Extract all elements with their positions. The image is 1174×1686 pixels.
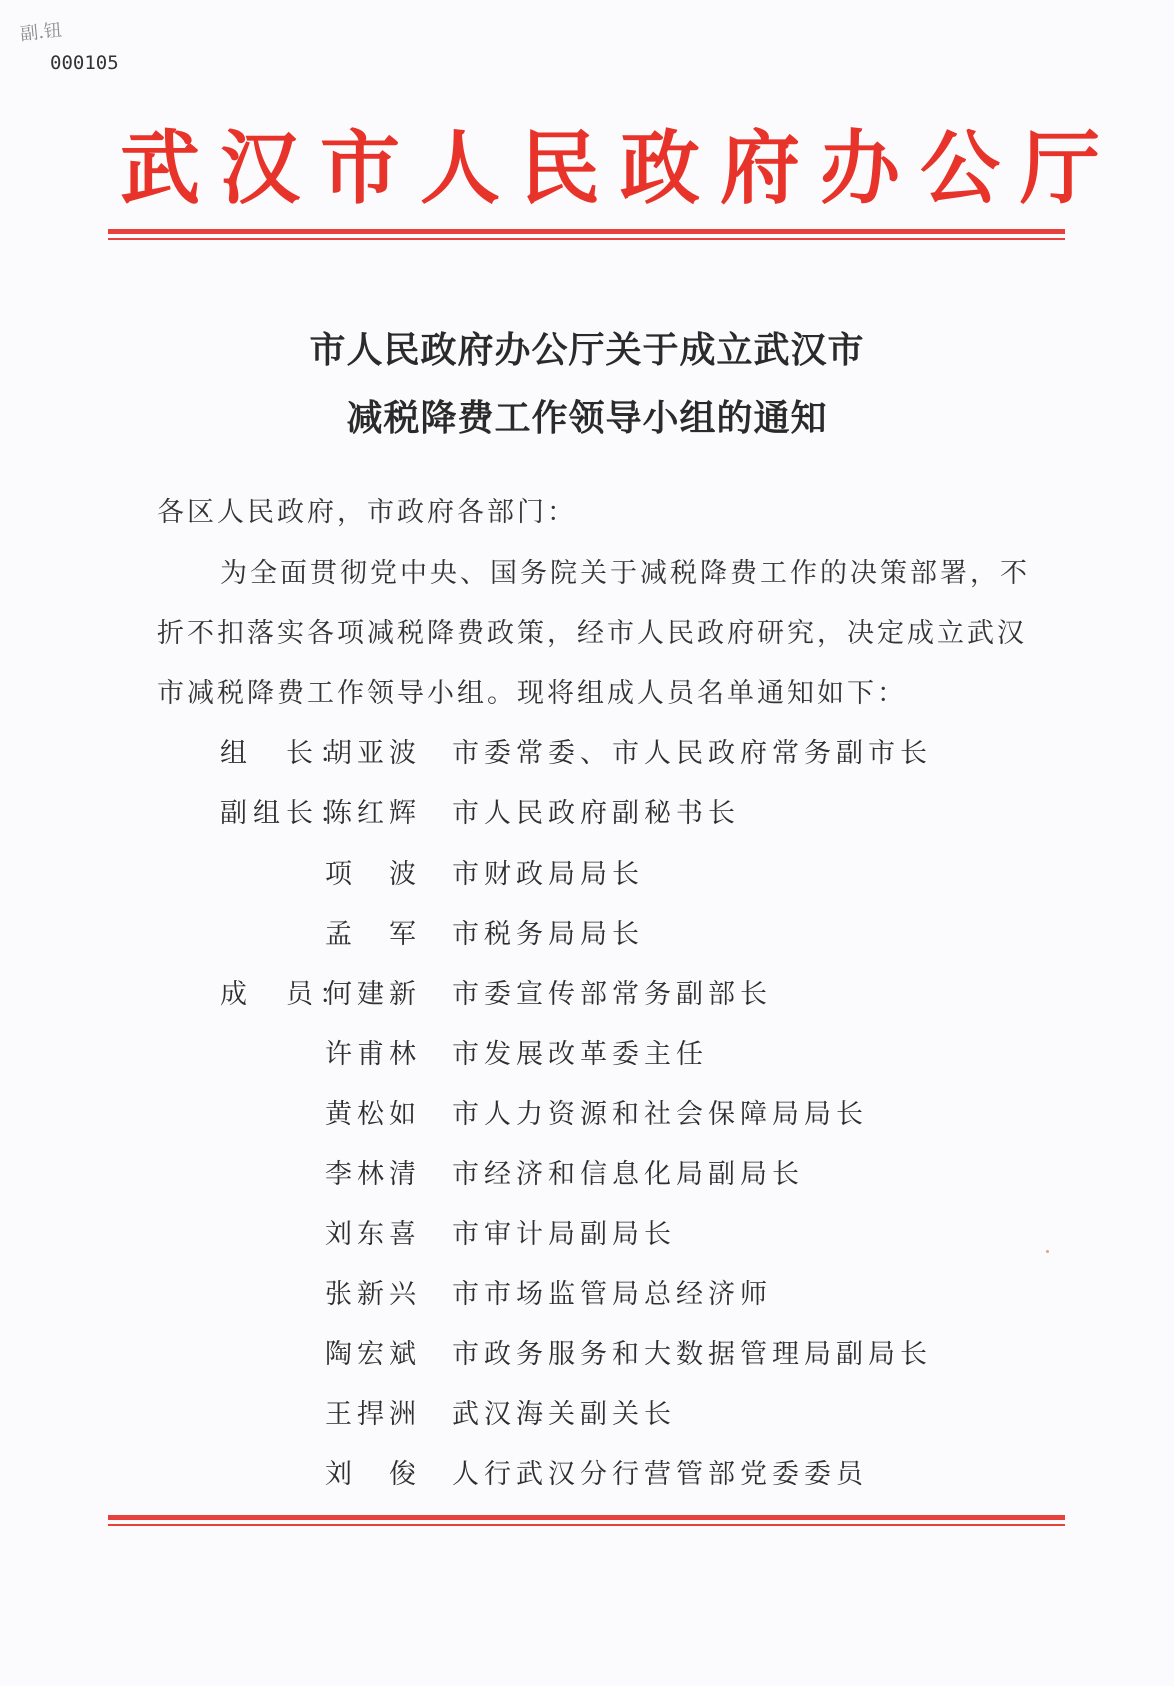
member-position: 市委宣传部常务副部长 xyxy=(452,979,772,1010)
member-role: 成 员： xyxy=(220,979,352,1010)
member-name: 黄松如 xyxy=(325,1099,421,1130)
body-line-1: 为全面贯彻党中央、国务院关于减税降费工作的决策部署，不 xyxy=(220,558,1030,589)
member-name: 孟 军 xyxy=(325,919,421,950)
top-red-rule xyxy=(108,229,1065,240)
salutation: 各区人民政府，市政府各部门： xyxy=(157,497,577,528)
member-name: 项 波 xyxy=(325,859,421,890)
member-position: 市财政局局长 xyxy=(452,859,644,890)
member-position: 市人力资源和社会保障局局长 xyxy=(452,1099,868,1130)
member-position: 市人民政府副秘书长 xyxy=(452,798,740,829)
handwritten-note: 副.钮 xyxy=(19,19,63,46)
member-name: 王捍洲 xyxy=(325,1399,421,1430)
member-position: 市发展改革委主任 xyxy=(452,1039,708,1070)
member-name: 胡亚波 xyxy=(325,738,421,769)
member-name: 许甫林 xyxy=(325,1039,421,1070)
member-name: 何建新 xyxy=(325,979,421,1010)
bottom-red-rule xyxy=(108,1515,1065,1526)
letterhead-title: 武汉市人民政府办公厅 xyxy=(120,121,1120,215)
member-name: 张新兴 xyxy=(325,1279,421,1310)
scan-speck xyxy=(1046,1250,1049,1253)
member-role: 副组长： xyxy=(220,798,352,829)
member-role: 组 长： xyxy=(220,738,352,769)
body-line-2: 折不扣落实各项减税降费政策，经市人民政府研究，决定成立武汉 xyxy=(157,618,1027,649)
member-name: 李林清 xyxy=(325,1159,421,1190)
document-title-line2: 减税降费工作领导小组的通知 xyxy=(346,397,828,439)
member-name: 刘 俊 xyxy=(325,1459,421,1490)
document-number: 000105 xyxy=(50,52,119,74)
member-position: 市委常委、市人民政府常务副市长 xyxy=(452,738,932,769)
member-name: 刘东喜 xyxy=(325,1219,421,1250)
member-position: 市市场监管局总经济师 xyxy=(452,1279,772,1310)
member-position: 市审计局副局长 xyxy=(452,1219,676,1250)
member-position: 市政务服务和大数据管理局副局长 xyxy=(452,1339,932,1370)
body-line-3: 市减税降费工作领导小组。现将组成人员名单通知如下： xyxy=(157,678,907,709)
member-position: 市经济和信息化局副局长 xyxy=(452,1159,804,1190)
document-title-line1: 市人民政府办公厅关于成立武汉市 xyxy=(309,329,865,371)
member-position: 市税务局局长 xyxy=(452,919,644,950)
member-position: 武汉海关副关长 xyxy=(452,1399,676,1430)
member-name: 陶宏斌 xyxy=(325,1339,421,1370)
member-name: 陈红辉 xyxy=(325,798,421,829)
member-position: 人行武汉分行营管部党委委员 xyxy=(452,1459,868,1490)
